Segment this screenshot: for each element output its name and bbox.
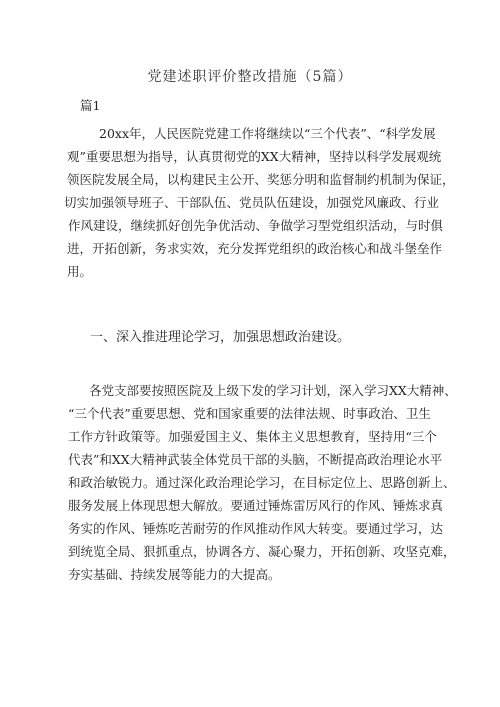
paragraph-line: 服务发展上体现思想大解放。要通过锤炼雷厉风行的作风、锤炼求真 <box>68 498 444 513</box>
paragraph-line: 到统览全局、狠抓重点，协调各方、凝心聚力，开拓创新、攻坚克难， <box>68 544 456 559</box>
paragraph-line: 务实的作风、锤炼吃苦耐劳的作风推动作风大转变。要通过学习，达 <box>68 521 444 536</box>
paragraph-line: 观”重要思想为指导，认真贯彻党的XX大精神，坚持以科学发展观统 <box>67 149 442 164</box>
section-heading: 一、深入推进理论学习，加强思想政治建设。 <box>90 330 351 345</box>
document-title: 党建述职评价整改措施（5篇） <box>147 69 353 85</box>
paragraph-line: “三个代表”重要思想、党和国家重要的法律法规、时事政治、卫生 <box>68 406 431 421</box>
part-label: 篇1 <box>80 98 101 113</box>
paragraph-line: 夯实基础、持续发展等能力的大提高。 <box>68 567 281 582</box>
paragraph-line: 工作方针政策等。加强爱国主义、集体主义思想教育，坚持用“三个 <box>68 429 437 444</box>
paragraph-line: 代表”和XX大精神武装全体党员干部的头脑，不断提高政治理论水平 <box>68 452 443 467</box>
paragraph-line: 各党支部要按照医院及上级下发的学习计划，深入学习XX大精神、 <box>89 383 457 398</box>
paragraph-line: 20xx年，人民医院党建工作将继续以“三个代表”、“科学发展 <box>99 126 436 141</box>
paragraph-line: 用。 <box>67 264 93 279</box>
paragraph-line: 切实加强领导班子、干部队伍、党员队伍建设，加强党风廉政、行业 <box>64 195 440 210</box>
paragraph-line: 进，开拓创新，务求实效，充分发挥党组织的政治核心和战斗堡垒作 <box>67 241 443 256</box>
paragraph-line: 和政治敏锐力。通过深化政治理论学习，在目标定位上、思路创新上、 <box>68 475 456 490</box>
paragraph-line: 作风建设，继续抓好创先争优活动、争做学习型党组织活动，与时俱 <box>68 218 444 233</box>
paragraph-line: 领医院发展全局，以构建民主公开、奖惩分明和监督制约机制为保证， <box>67 172 455 187</box>
